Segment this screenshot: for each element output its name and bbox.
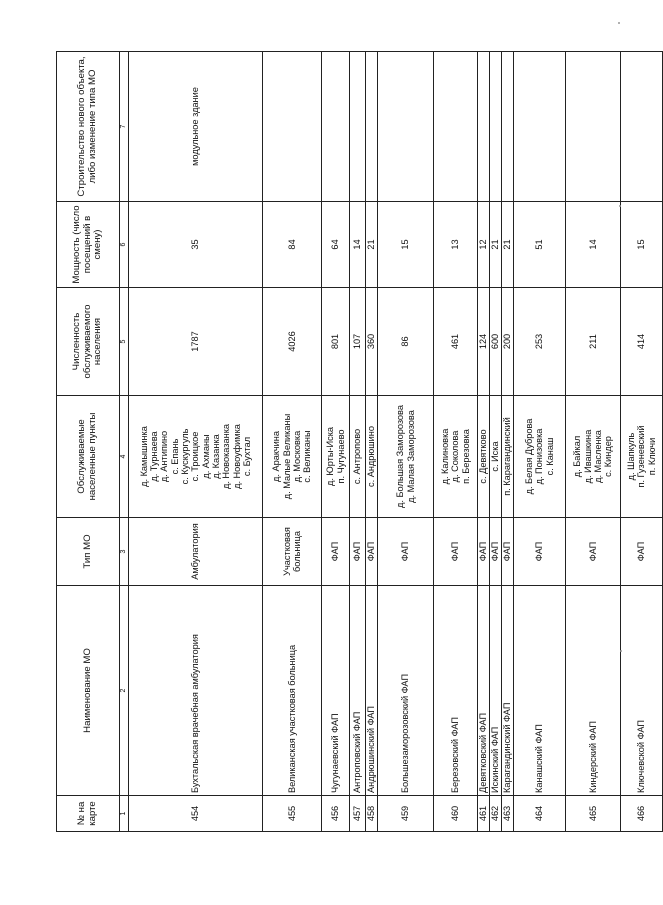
settlement-name: с. Антропово (352, 428, 363, 485)
settlement-name: д. Понизовка (534, 428, 545, 485)
column-number: 7 (120, 52, 129, 202)
row-settlements (566, 396, 621, 518)
header-mo-type: Тип МО (57, 518, 120, 586)
row-construction (621, 52, 663, 202)
settlement-name: д. Масленка (593, 430, 603, 483)
row-population: 200 (502, 288, 514, 396)
row-settlements (434, 396, 478, 518)
row-settlements (322, 396, 350, 518)
row-map-number: 459 (378, 796, 434, 832)
row-mo-type: ФАП (350, 518, 366, 586)
header-settlements: Обслуживаемые населенные пункты (57, 396, 120, 518)
row-capacity: 14 (566, 202, 621, 288)
settlement-name: д. Большая Заморозова (395, 405, 406, 508)
settlement-name: с. Канаш (544, 437, 555, 476)
settlement-name: с. Троицкое (190, 431, 201, 482)
row-settlements (129, 396, 263, 518)
row-settlements (366, 396, 378, 518)
row-mo-type: ФАП (502, 518, 514, 586)
row-capacity: 15 (621, 202, 663, 288)
row-map-number: 463 (502, 796, 514, 832)
row-settlements (490, 396, 502, 518)
row-mo-type: Амбулатория (129, 518, 263, 586)
row-mo-name: Великанская участковая больница (263, 586, 322, 796)
settlement-name: д. Юрты-Иска (325, 426, 336, 487)
row-construction (514, 52, 566, 202)
table-row (490, 52, 502, 832)
row-mo-name: Искинский ФАП (490, 586, 502, 796)
header-population: Численность обслуживаемого населения (57, 288, 120, 396)
table-row (514, 52, 566, 832)
row-settlements (350, 396, 366, 518)
row-population: 4026 (263, 288, 322, 396)
settlement-name: д. Калиновка (440, 428, 451, 485)
table-body (57, 52, 663, 832)
row-map-number: 456 (322, 796, 350, 832)
scan-speck (618, 22, 620, 24)
row-capacity: 84 (263, 202, 322, 288)
row-capacity: 13 (434, 202, 478, 288)
settlement-name: с. Девятково (478, 429, 489, 484)
row-mo-type: ФАП (366, 518, 378, 586)
row-mo-name: Большезаморозовский ФАП (378, 586, 434, 796)
table-row (366, 52, 378, 832)
row-mo-type: ФАП (514, 518, 566, 586)
header-map-number: № на карте (57, 796, 120, 832)
row-capacity: 35 (129, 202, 263, 288)
settlement-name: д. Малая Заморозова (405, 410, 416, 503)
row-population: 253 (514, 288, 566, 396)
row-capacity: 21 (366, 202, 378, 288)
settlement-name: д. Турнаева (149, 431, 160, 482)
settlement-name: с. Епань (169, 438, 180, 475)
row-construction (434, 52, 478, 202)
row-population: 414 (621, 288, 663, 396)
row-construction (350, 52, 366, 202)
settlement-name: с. Иска (490, 441, 501, 472)
row-mo-type: ФАП (621, 518, 663, 586)
settlement-name: д. Новоуфимка (231, 424, 242, 489)
table-row (263, 52, 322, 832)
settlement-name: п. Чугунаево (335, 429, 346, 484)
row-map-number: 458 (366, 796, 378, 832)
header-construction: Строительство нового объекта, либо изменение типа МО (57, 52, 120, 202)
column-number: 5 (120, 288, 129, 396)
row-mo-type: ФАП (566, 518, 621, 586)
column-number: 1 (120, 796, 129, 832)
row-map-number: 464 (514, 796, 566, 832)
table-row (322, 52, 350, 832)
table-row (378, 52, 434, 832)
row-capacity: 21 (502, 202, 514, 288)
row-settlements (478, 396, 490, 518)
row-settlements (263, 396, 322, 518)
row-mo-type: ФАП (378, 518, 434, 586)
row-population: 107 (350, 288, 366, 396)
row-map-number: 455 (263, 796, 322, 832)
row-settlements (514, 396, 566, 518)
settlement-name: п. Гузеневский (636, 425, 647, 488)
settlement-name: д. Камышинка (138, 426, 149, 487)
row-mo-name: Девятковский ФАП (478, 586, 490, 796)
row-map-number: 465 (566, 796, 621, 832)
header-row (57, 52, 120, 832)
row-mo-name: Чугунаевский ФАП (322, 586, 350, 796)
settlement-name: д. Новоказанка (221, 423, 232, 490)
row-population: 461 (434, 288, 478, 396)
row-mo-type: ФАП (322, 518, 350, 586)
row-capacity: 14 (350, 202, 366, 288)
settlement-name: п. Березовка (460, 429, 471, 484)
row-mo-type: Участковая больница (263, 518, 322, 586)
settlement-name: п. Карагандинский (502, 417, 513, 496)
row-mo-type: ФАП (478, 518, 490, 586)
table-row (502, 52, 514, 832)
settlement-name: п. Ключи (646, 437, 657, 476)
row-mo-type: ФАП (434, 518, 478, 586)
settlement-name: д. Шапкуль (626, 432, 637, 481)
row-population: 211 (566, 288, 621, 396)
row-capacity: 64 (322, 202, 350, 288)
row-mo-name: Карагандинский ФАП (502, 586, 514, 796)
table-row (350, 52, 366, 832)
row-mo-name: Ключевской ФАП (621, 586, 663, 796)
table-row (434, 52, 478, 832)
row-map-number: 457 (350, 796, 366, 832)
row-map-number: 460 (434, 796, 478, 832)
settlement-name: д. Антипино (159, 430, 170, 483)
row-mo-name: Киндерский ФАП (566, 586, 621, 796)
header-capacity: Мощность (число посещений в смену) (57, 202, 120, 288)
settlement-name: д. Ивашкина (582, 429, 593, 484)
row-mo-name: Березовский ФАП (434, 586, 478, 796)
row-construction (263, 52, 322, 202)
settlement-name: д. Ахманы (200, 434, 211, 479)
settlement-name: д. Аракчина (271, 431, 282, 482)
settlement-name: д. Малые Великаны (281, 413, 292, 500)
row-construction (490, 52, 502, 202)
settlement-name: д. Байкал (572, 435, 583, 478)
settlement-name: с. Киндер (603, 436, 614, 477)
row-capacity: 51 (514, 202, 566, 288)
row-map-number: 462 (490, 796, 502, 832)
row-construction (478, 52, 490, 202)
table-row (478, 52, 490, 832)
row-capacity: 15 (378, 202, 434, 288)
row-mo-type: ФАП (490, 518, 502, 586)
settlement-name: с. Кускургуль (180, 428, 191, 485)
row-population: 360 (366, 288, 378, 396)
column-number: 6 (120, 202, 129, 288)
row-map-number: 461 (478, 796, 490, 832)
row-construction (566, 52, 621, 202)
column-number: 2 (120, 586, 129, 796)
table-row (621, 52, 663, 832)
row-settlements (378, 396, 434, 518)
column-number-row (120, 52, 129, 832)
table-row (566, 52, 621, 832)
settlement-name: д. Белая Дуброва (524, 418, 535, 495)
row-mo-name: Канашский ФАП (514, 586, 566, 796)
row-construction (366, 52, 378, 202)
scan-speck (619, 205, 621, 207)
row-population: 86 (378, 288, 434, 396)
row-mo-name: Андрюшинский ФАП (366, 586, 378, 796)
header-mo-name: Наименование МО (57, 586, 120, 796)
column-number: 4 (120, 396, 129, 518)
table-row (129, 52, 263, 832)
row-mo-name: Антроповский ФАП (350, 586, 366, 796)
row-population: 1787 (129, 288, 263, 396)
row-settlements (502, 396, 514, 518)
row-population: 124 (478, 288, 490, 396)
settlement-name: с. Великаны (302, 430, 313, 483)
row-population: 600 (490, 288, 502, 396)
column-number: 3 (120, 518, 129, 586)
settlement-name: д. Соколова (450, 430, 461, 483)
settlement-name: с. Бухтал (241, 436, 252, 477)
row-settlements (621, 396, 663, 518)
row-construction (378, 52, 434, 202)
row-construction (502, 52, 514, 202)
row-population: 801 (322, 288, 350, 396)
scan-speck (620, 650, 622, 652)
row-construction: модульное здание (129, 52, 263, 202)
row-mo-name: Бухтальская врачебная амбулатория (129, 586, 263, 796)
row-capacity: 12 (478, 202, 490, 288)
row-capacity: 21 (490, 202, 502, 288)
row-map-number: 466 (621, 796, 663, 832)
row-construction (322, 52, 350, 202)
settlement-name: д. Московка (292, 430, 302, 483)
row-map-number: 454 (129, 796, 263, 832)
settlement-name: с. Андрюшино (366, 426, 377, 487)
settlement-name: д. Казанка (210, 434, 221, 479)
medical-facilities-table (56, 51, 663, 832)
rotated-page (56, 52, 657, 832)
